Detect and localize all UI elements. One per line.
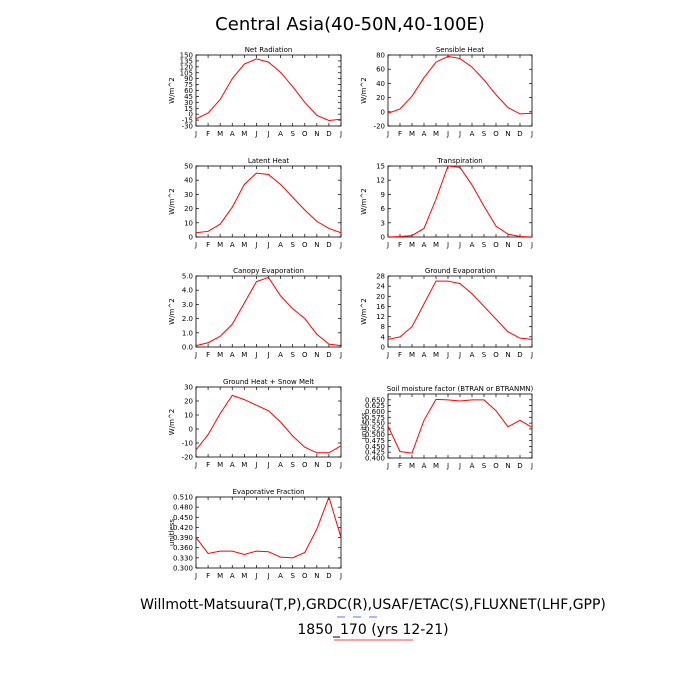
x-tick-label: O xyxy=(493,241,499,249)
y-tick-label: 150 xyxy=(179,51,193,60)
y-tick-label: 9 xyxy=(380,190,385,199)
x-tick-label: J xyxy=(339,241,343,249)
x-tick-label: J xyxy=(267,351,270,359)
x-tick-label: J xyxy=(339,351,343,359)
y-tick-label: 10 xyxy=(184,219,193,228)
y-axis-label: W/m^2 xyxy=(360,298,368,325)
y-tick-label: 20 xyxy=(184,397,193,406)
x-tick-label: O xyxy=(493,130,499,138)
x-tick-label: N xyxy=(505,351,511,359)
y-axis-label: W/m^2 xyxy=(360,188,368,215)
y-tick-label: 0.450 xyxy=(172,513,193,522)
x-tick-label: J xyxy=(194,351,198,359)
x-tick-label: J xyxy=(458,351,462,359)
x-tick-label: A xyxy=(229,241,235,249)
x-tick-label: A xyxy=(421,130,427,138)
series-line xyxy=(388,56,532,114)
panel-3 xyxy=(168,157,342,249)
panel-title: Ground Heat + Snow Melt xyxy=(222,378,315,386)
x-tick-label: D xyxy=(517,130,523,138)
panel-title: Canopy Evaporation xyxy=(233,267,304,275)
y-tick-label: -20 xyxy=(373,122,385,131)
panel-2 xyxy=(360,46,533,138)
series-line xyxy=(388,166,532,237)
panel-title: Net Radiation xyxy=(244,46,293,54)
y-tick-label: 0 xyxy=(380,233,385,242)
y-tick-label: 8 xyxy=(380,323,385,332)
y-tick-label: -30 xyxy=(181,122,193,131)
y-tick-label: 30 xyxy=(184,383,193,392)
x-tick-label: J xyxy=(446,241,450,249)
x-tick-label: A xyxy=(421,351,427,359)
x-tick-label: A xyxy=(278,461,283,469)
y-tick-label: 0.475 xyxy=(364,437,385,446)
x-tick-label: O xyxy=(301,241,308,249)
x-tick-label: F xyxy=(397,130,403,138)
y-tick-label: 16 xyxy=(376,302,385,311)
x-tick-label: M xyxy=(408,351,416,359)
x-tick-label: J xyxy=(194,130,198,138)
y-tick-label: 0.575 xyxy=(364,413,385,422)
x-tick-label: J xyxy=(255,572,258,580)
y-tick-label: 45 xyxy=(184,92,193,101)
x-tick-label: J xyxy=(458,462,462,470)
x-tick-label: S xyxy=(481,241,487,249)
y-tick-label: 75 xyxy=(184,81,193,90)
x-tick-label: J xyxy=(446,462,450,470)
x-tick-label: S xyxy=(481,130,487,138)
series-line xyxy=(196,277,341,345)
y-tick-label: 6 xyxy=(380,205,385,214)
x-tick-label: F xyxy=(397,241,403,249)
x-tick-label: M xyxy=(241,241,248,249)
x-tick-label: J xyxy=(194,241,198,249)
x-tick-label: M xyxy=(408,130,416,138)
panel-title: Latent Heat xyxy=(247,157,290,165)
x-tick-label: D xyxy=(517,462,523,470)
x-tick-label: J xyxy=(339,572,343,580)
y-tick-label: 4 xyxy=(380,333,385,342)
panel-title: Sensible Heat xyxy=(435,46,485,54)
y-tick-label: 1.0 xyxy=(181,329,193,338)
y-tick-label: 20 xyxy=(376,292,385,301)
x-tick-label: J xyxy=(267,130,270,138)
x-tick-label: A xyxy=(469,462,475,470)
y-tick-label: 0 xyxy=(380,108,385,117)
y-tick-label: 30 xyxy=(184,190,193,199)
x-tick-label: A xyxy=(278,351,283,359)
x-tick-label: A xyxy=(278,572,283,580)
x-tick-label: D xyxy=(326,130,332,138)
y-tick-label: 0.420 xyxy=(172,523,193,532)
x-tick-label: N xyxy=(314,351,320,359)
x-tick-label: D xyxy=(326,351,332,359)
x-tick-label: J xyxy=(530,351,534,359)
x-tick-label: J xyxy=(386,241,390,249)
x-tick-label: M xyxy=(241,461,248,469)
x-tick-label: D xyxy=(517,351,523,359)
panel-title: Transpiration xyxy=(437,157,483,165)
y-tick-label: 50 xyxy=(184,162,193,171)
x-tick-label: N xyxy=(314,572,320,580)
x-tick-label: O xyxy=(301,130,308,138)
x-tick-label: N xyxy=(505,241,511,249)
y-tick-label: 20 xyxy=(376,94,385,103)
x-tick-label: O xyxy=(301,351,308,359)
plot-frame xyxy=(196,387,341,457)
y-tick-label: 0.600 xyxy=(364,407,385,416)
x-tick-label: F xyxy=(397,462,403,470)
x-tick-label: N xyxy=(505,130,511,138)
x-tick-label: M xyxy=(217,351,224,359)
x-tick-label: S xyxy=(290,572,295,580)
series-line xyxy=(196,173,341,233)
x-tick-label: A xyxy=(229,130,235,138)
y-tick-label: 30 xyxy=(184,98,193,107)
y-tick-label: 0 xyxy=(188,233,193,242)
y-tick-label: 15 xyxy=(184,104,193,113)
y-tick-label: 15 xyxy=(376,162,385,171)
x-tick-label: M xyxy=(241,130,248,138)
y-tick-label: 3.0 xyxy=(181,300,193,309)
plot-frame xyxy=(196,166,341,237)
x-tick-label: J xyxy=(386,351,390,359)
x-tick-label: M xyxy=(217,461,224,469)
x-tick-label: J xyxy=(255,130,258,138)
series-line xyxy=(196,497,341,558)
y-tick-label: 0.450 xyxy=(364,442,385,451)
x-tick-label: F xyxy=(397,351,403,359)
x-tick-label: J xyxy=(530,241,534,249)
x-tick-label: J xyxy=(458,241,462,249)
x-tick-label: A xyxy=(229,351,235,359)
x-tick-label: J xyxy=(267,241,270,249)
panel-title: Soil moisture factor (BTRAN or BTRANMN) xyxy=(386,385,534,393)
y-tick-label: 0.650 xyxy=(364,396,385,405)
y-tick-label: 0 xyxy=(380,343,385,352)
y-tick-label: 12 xyxy=(376,313,385,322)
y-tick-label: 0.550 xyxy=(364,419,385,428)
x-tick-label: S xyxy=(290,130,295,138)
x-tick-label: J xyxy=(446,130,450,138)
x-tick-label: J xyxy=(267,461,270,469)
y-tick-label: 20 xyxy=(184,205,193,214)
x-tick-label: A xyxy=(469,241,475,249)
y-tick-label: 120 xyxy=(179,63,193,72)
main-title: Central Asia(40-50N,40-100E) xyxy=(215,14,485,35)
x-tick-label: O xyxy=(301,461,308,469)
panel-title: Ground Evaporation xyxy=(424,267,496,275)
footer-line-2: 1850_170 (yrs 12-21) xyxy=(297,622,449,638)
y-tick-label: 105 xyxy=(179,69,193,78)
x-tick-label: J xyxy=(194,461,198,469)
x-tick-label: A xyxy=(469,351,475,359)
y-tick-label: 5.0 xyxy=(181,272,193,281)
y-tick-label: 0.625 xyxy=(364,402,385,411)
x-tick-label: M xyxy=(241,572,248,580)
x-tick-label: A xyxy=(421,462,427,470)
y-tick-label: 40 xyxy=(376,79,385,88)
plot-frame xyxy=(196,55,341,126)
x-tick-label: J xyxy=(255,351,258,359)
y-axis-label: W/m^2 xyxy=(168,408,176,436)
y-tick-label: 0 xyxy=(188,110,193,119)
y-tick-label: -20 xyxy=(181,453,193,462)
x-tick-label: A xyxy=(421,241,427,249)
series-line xyxy=(388,399,532,453)
panel-8 xyxy=(360,385,533,470)
y-tick-label: 0.525 xyxy=(364,425,385,434)
x-tick-label: A xyxy=(278,130,283,138)
y-tick-label: 4.0 xyxy=(181,286,193,295)
y-tick-label: 0.500 xyxy=(364,431,385,440)
panel-7 xyxy=(168,378,342,469)
y-tick-label: 12 xyxy=(376,176,385,185)
x-tick-label: S xyxy=(290,351,295,359)
x-tick-label: J xyxy=(386,130,390,138)
panel-4 xyxy=(360,157,533,249)
x-tick-label: N xyxy=(505,462,511,470)
plot-frame xyxy=(388,55,532,126)
y-tick-label: 60 xyxy=(376,65,385,74)
panel-6 xyxy=(360,267,533,359)
y-tick-label: 0 xyxy=(188,425,193,434)
x-tick-label: M xyxy=(432,462,440,470)
y-axis-label: unitless xyxy=(360,412,368,440)
x-tick-label: M xyxy=(241,351,248,359)
y-tick-label: 3 xyxy=(380,219,385,228)
plot-frame xyxy=(196,497,341,568)
x-tick-label: N xyxy=(314,241,320,249)
y-tick-label: 60 xyxy=(184,87,193,95)
y-tick-label: -10 xyxy=(181,439,193,448)
panel-title: Evaporative Fraction xyxy=(232,488,305,496)
y-axis-label: W/m^2 xyxy=(168,188,176,215)
x-tick-label: M xyxy=(432,241,440,249)
x-tick-label: J xyxy=(530,130,534,138)
x-tick-label: S xyxy=(481,462,487,470)
x-tick-label: S xyxy=(290,461,295,469)
x-tick-label: F xyxy=(206,241,211,249)
x-tick-label: M xyxy=(217,130,224,138)
y-tick-label: 2.0 xyxy=(181,315,193,324)
x-tick-label: S xyxy=(481,351,487,359)
x-tick-label: J xyxy=(530,462,534,470)
y-tick-label: 24 xyxy=(376,282,385,291)
x-tick-label: M xyxy=(432,351,440,359)
y-tick-label: 80 xyxy=(376,51,385,60)
panel-1 xyxy=(168,46,342,138)
x-tick-label: J xyxy=(386,462,390,470)
y-tick-label: 28 xyxy=(376,272,385,281)
x-tick-label: N xyxy=(314,461,320,469)
x-tick-label: S xyxy=(290,241,295,249)
x-tick-label: J xyxy=(255,241,258,249)
y-tick-label: 135 xyxy=(179,57,193,66)
x-tick-label: O xyxy=(493,351,499,359)
y-axis-label: unitless xyxy=(168,518,176,547)
plot-frame xyxy=(388,276,532,347)
x-tick-label: J xyxy=(339,130,343,138)
x-tick-label: M xyxy=(408,241,416,249)
series-line xyxy=(196,59,341,121)
x-tick-label: F xyxy=(206,572,211,580)
y-tick-label: 40 xyxy=(184,176,193,185)
y-tick-label: 0.330 xyxy=(172,554,193,563)
x-tick-label: A xyxy=(469,130,475,138)
x-tick-label: D xyxy=(326,572,332,580)
y-tick-label: 0.425 xyxy=(364,448,385,457)
y-axis-label: W/m^2 xyxy=(168,77,176,104)
x-tick-label: D xyxy=(326,241,332,249)
panel-5 xyxy=(168,267,342,359)
y-tick-label: 0.390 xyxy=(172,534,193,543)
panels xyxy=(168,46,533,580)
x-tick-label: A xyxy=(229,461,235,469)
series-line xyxy=(196,395,341,452)
plot-frame xyxy=(388,166,532,237)
y-tick-label: 10 xyxy=(184,411,193,420)
x-tick-label: A xyxy=(278,241,283,249)
x-tick-label: M xyxy=(432,130,440,138)
x-tick-label: J xyxy=(446,351,450,359)
x-tick-label: O xyxy=(493,462,499,470)
y-tick-label: 0.0 xyxy=(181,343,193,352)
y-tick-label: 90 xyxy=(184,75,193,84)
x-tick-label: J xyxy=(339,461,343,469)
x-tick-label: M xyxy=(217,572,224,580)
x-tick-label: N xyxy=(314,130,320,138)
y-axis-label: W/m^2 xyxy=(168,298,176,325)
panel-9 xyxy=(168,488,342,580)
x-tick-label: D xyxy=(517,241,523,249)
footer-line-1: Willmott-Matsuura(T,P),GRDC(R),USAF/ETAC(S),FLUXNET(LHF,GPP) xyxy=(140,597,606,613)
x-tick-label: J xyxy=(194,572,198,580)
y-tick-label: 0.510 xyxy=(172,493,193,502)
x-tick-label: J xyxy=(458,130,462,138)
y-tick-label: 0.300 xyxy=(172,564,193,573)
y-tick-label: 0.360 xyxy=(172,544,193,553)
y-tick-label: 0.400 xyxy=(364,454,385,463)
x-tick-label: F xyxy=(206,461,211,469)
x-tick-label: O xyxy=(301,572,308,580)
x-tick-label: M xyxy=(217,241,224,249)
x-tick-label: A xyxy=(229,572,235,580)
series-line xyxy=(388,281,532,339)
x-tick-label: J xyxy=(267,572,270,580)
x-tick-label: J xyxy=(255,461,258,469)
y-axis-label: W/m^2 xyxy=(360,77,368,104)
y-tick-label: -15 xyxy=(181,116,193,125)
x-tick-label: F xyxy=(206,351,211,359)
x-tick-label: D xyxy=(326,461,332,469)
x-tick-label: M xyxy=(408,462,416,470)
y-tick-label: 0.480 xyxy=(172,503,193,512)
x-tick-label: F xyxy=(206,130,211,138)
